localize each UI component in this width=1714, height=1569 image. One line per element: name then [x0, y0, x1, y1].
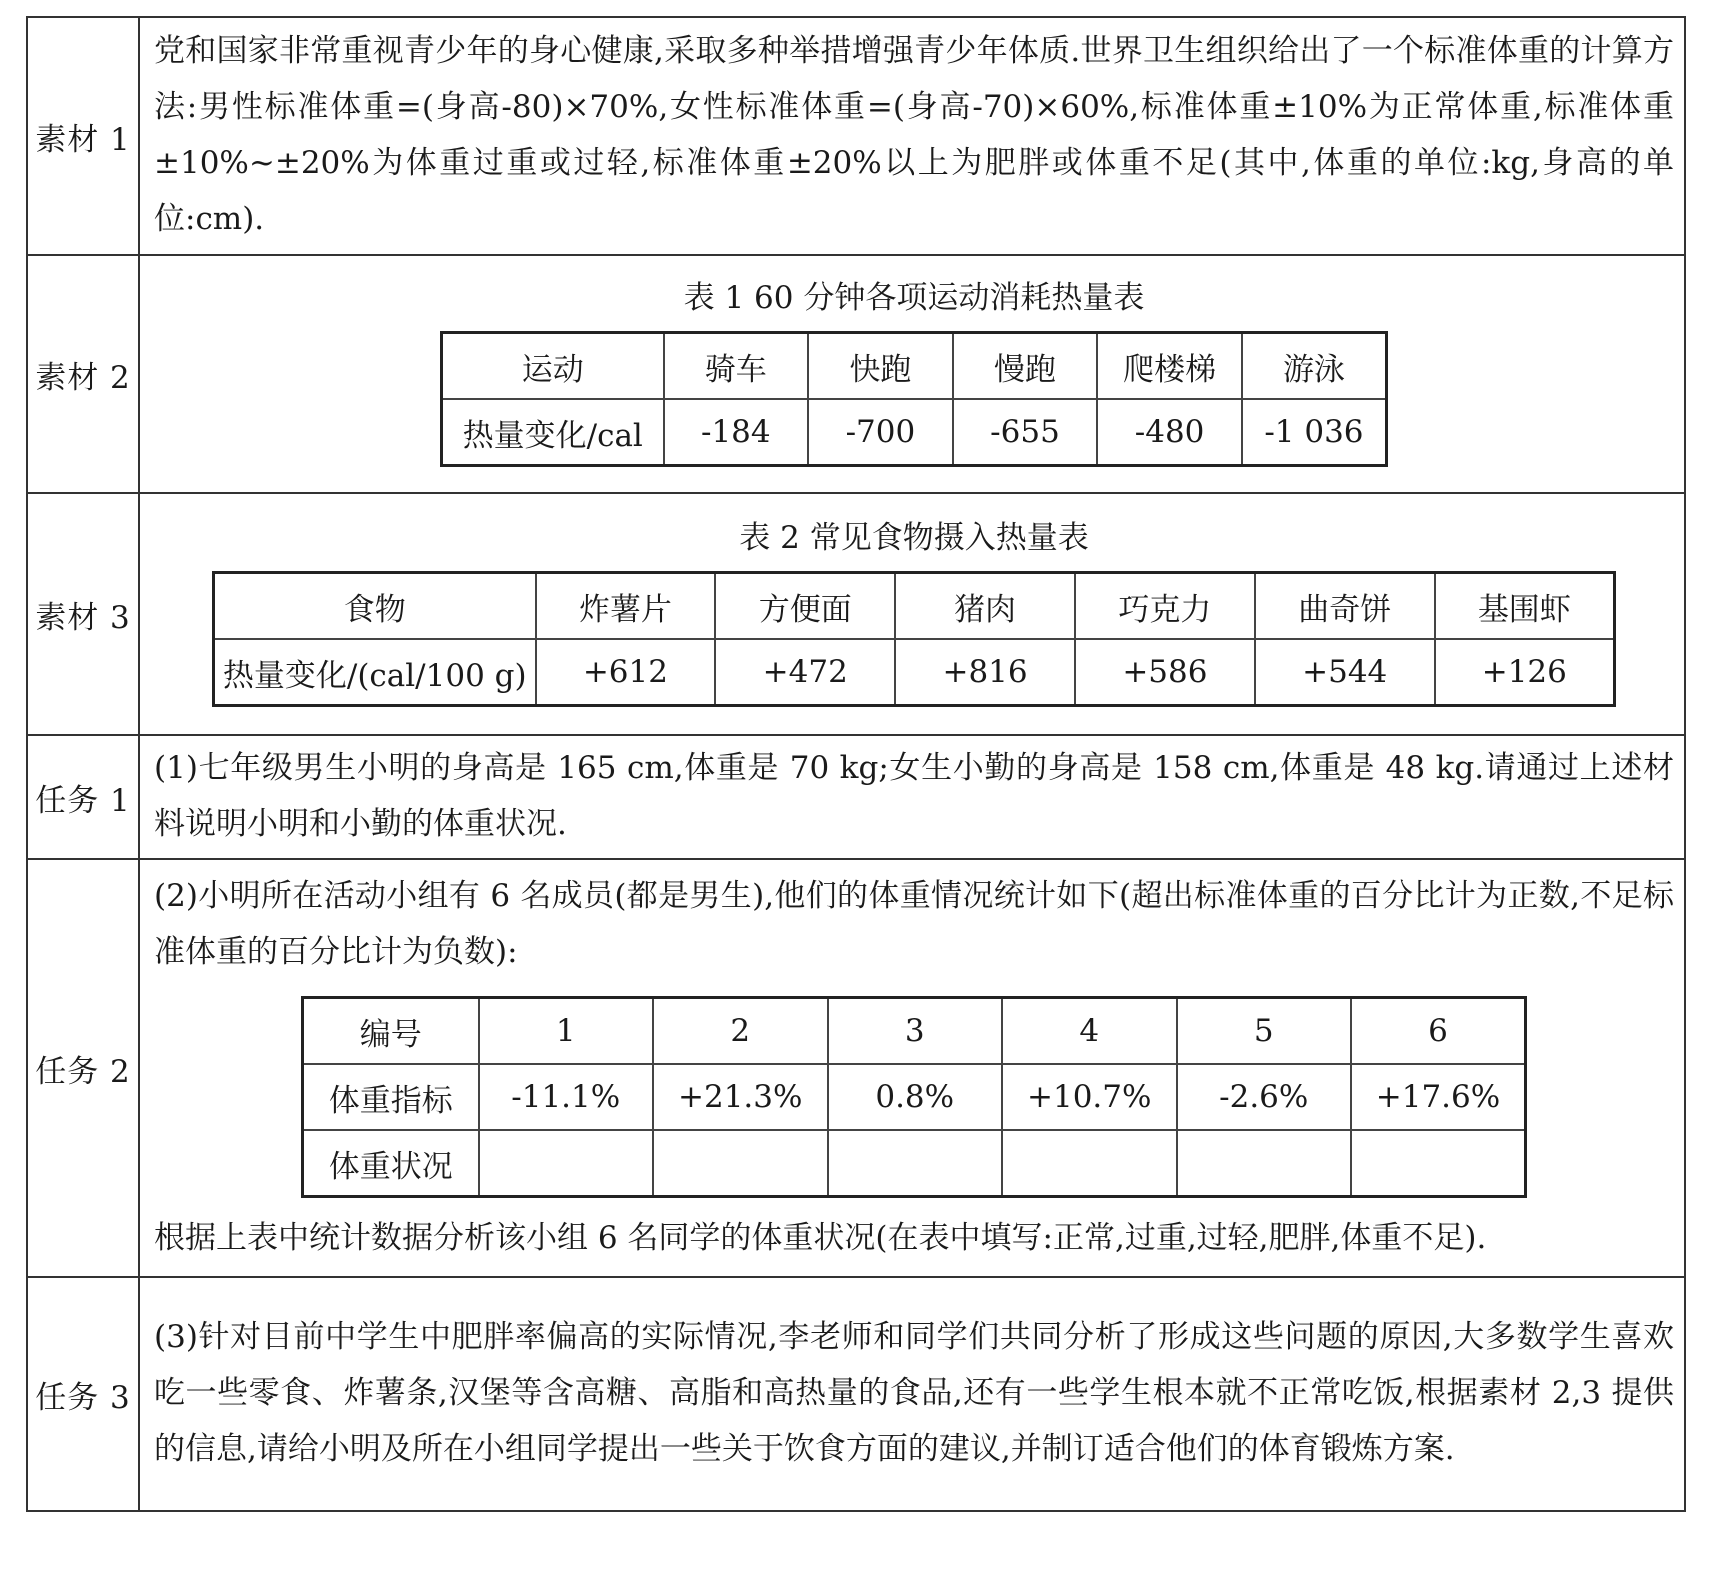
table-2-caption: 表 2 常见食物摄入热量表 [739, 520, 1089, 556]
row-label: 素材 1 [27, 17, 139, 255]
table-cell: +586 [1075, 639, 1255, 706]
table-cell: 热量变化/(cal/100 g) [214, 639, 536, 706]
table-cell: -700 [808, 399, 953, 466]
table-cell: -1 036 [1242, 399, 1387, 466]
table-cell: 0.8% [828, 1064, 1003, 1130]
table-header-row [442, 333, 1387, 400]
row-label: 任务 3 [27, 1277, 139, 1511]
table-cell: 炸薯片 [536, 573, 716, 640]
table-cell: -2.6% [1177, 1064, 1352, 1130]
material-1-text: 党和国家非常重视青少年的身心健康,采取多种举措增强青少年体质.世界卫生组织给出了一个标准体重的计算方法:男性标准体重=(身高-80)×70%,女性标准体重=(身高-70)×60%,标准体重±10%为正常体重,标准体重±10%~±20%为体重过重或过轻,标准体重±20%以上为肥胖或体重不足(其中,体重的单位:kg,身高的单位:cm). [154, 33, 1674, 237]
material-2-row [27, 255, 1685, 493]
table-cell: 快跑 [808, 333, 953, 400]
food-calorie-table [212, 571, 1616, 707]
table-row [303, 1130, 1526, 1197]
table-cell: 猪肉 [895, 573, 1075, 640]
answer-cell[interactable] [1002, 1130, 1177, 1197]
table-cell: 3 [828, 998, 1003, 1065]
answer-cell[interactable] [653, 1130, 828, 1197]
row-label: 素材 3 [27, 493, 139, 735]
table-cell: 编号 [303, 998, 479, 1065]
worksheet-table [26, 16, 1686, 1512]
answer-cell[interactable] [1351, 1130, 1526, 1197]
table-header-row [303, 998, 1526, 1065]
answer-cell[interactable] [1177, 1130, 1352, 1197]
answer-cell[interactable] [828, 1130, 1003, 1197]
table-cell: -480 [1097, 399, 1242, 466]
task-1-row [27, 735, 1685, 859]
row-content [139, 1277, 1685, 1511]
table-cell: 1 [479, 998, 654, 1065]
table-cell: +21.3% [653, 1064, 828, 1130]
table-1-caption: 表 1 60 分钟各项运动消耗热量表 [683, 280, 1145, 316]
task-3-text: (3)针对目前中学生中肥胖率偏高的实际情况,李老师和同学们共同分析了形成这些问题的原因,大多数学生喜欢吃一些零食、炸薯条,汉堡等含高糖、高脂和高热量的食品,还有一些学生根本就不正常吃饭,根据素材 2,3 提供的信息,请给小明及所在小组同学提出一些关于饮食方面的建议,并制订适合他们的体育锻炼方案. [154, 1319, 1674, 1467]
table-row [214, 639, 1615, 706]
table-cell: 方便面 [715, 573, 895, 640]
exercise-calorie-table [440, 331, 1388, 467]
table-cell: +612 [536, 639, 716, 706]
answer-cell[interactable] [479, 1130, 654, 1197]
material-3-row [27, 493, 1685, 735]
table-cell: 运动 [442, 333, 664, 400]
table-cell: 热量变化/cal [442, 399, 664, 466]
table-cell: +17.6% [1351, 1064, 1526, 1130]
row-content [139, 17, 1685, 255]
table-cell: 曲奇饼 [1255, 573, 1435, 640]
task-2-text: (2)小明所在活动小组有 6 名成员(都是男生),他们的体重情况统计如下(超出标准体重的百分比计为正数,不足标准体重的百分比计为负数): [154, 878, 1674, 970]
row-content [139, 735, 1685, 859]
table-cell: 体重状况 [303, 1130, 479, 1197]
material-1-row [27, 17, 1685, 255]
row-content [139, 493, 1685, 735]
task-3-row [27, 1277, 1685, 1511]
table-cell: 爬楼梯 [1097, 333, 1242, 400]
task-2-instruction: 根据上表中统计数据分析该小组 6 名同学的体重状况(在表中填写:正常,过重,过轻,肥胖,体重不足). [154, 1220, 1487, 1256]
table-cell: 6 [1351, 998, 1526, 1065]
table-cell: -11.1% [479, 1064, 654, 1130]
table-cell: 骑车 [664, 333, 809, 400]
table-cell: -184 [664, 399, 809, 466]
table-cell: +126 [1435, 639, 1615, 706]
table-cell: -655 [953, 399, 1098, 466]
table-header-row [214, 573, 1615, 640]
table-cell: 巧克力 [1075, 573, 1255, 640]
table-cell: +10.7% [1002, 1064, 1177, 1130]
row-content [139, 255, 1685, 493]
table-cell: 5 [1177, 998, 1352, 1065]
weight-index-table [301, 996, 1527, 1198]
table-cell: +472 [715, 639, 895, 706]
row-label: 任务 2 [27, 859, 139, 1277]
task-2-row [27, 859, 1685, 1277]
task-1-text: (1)七年级男生小明的身高是 165 cm,体重是 70 kg;女生小勤的身高是 158 cm,体重是 48 kg.请通过上述材料说明小明和小勤的体重状况. [154, 750, 1674, 842]
table-cell: 2 [653, 998, 828, 1065]
table-cell: 慢跑 [953, 333, 1098, 400]
row-label: 任务 1 [27, 735, 139, 859]
table-cell: 游泳 [1242, 333, 1387, 400]
table-cell: 4 [1002, 998, 1177, 1065]
table-cell: +544 [1255, 639, 1435, 706]
table-row [303, 1064, 1526, 1130]
row-label: 素材 2 [27, 255, 139, 493]
row-content [139, 859, 1685, 1277]
table-row [442, 399, 1387, 466]
table-cell: 体重指标 [303, 1064, 479, 1130]
table-cell: 基围虾 [1435, 573, 1615, 640]
table-cell: +816 [895, 639, 1075, 706]
table-cell: 食物 [214, 573, 536, 640]
